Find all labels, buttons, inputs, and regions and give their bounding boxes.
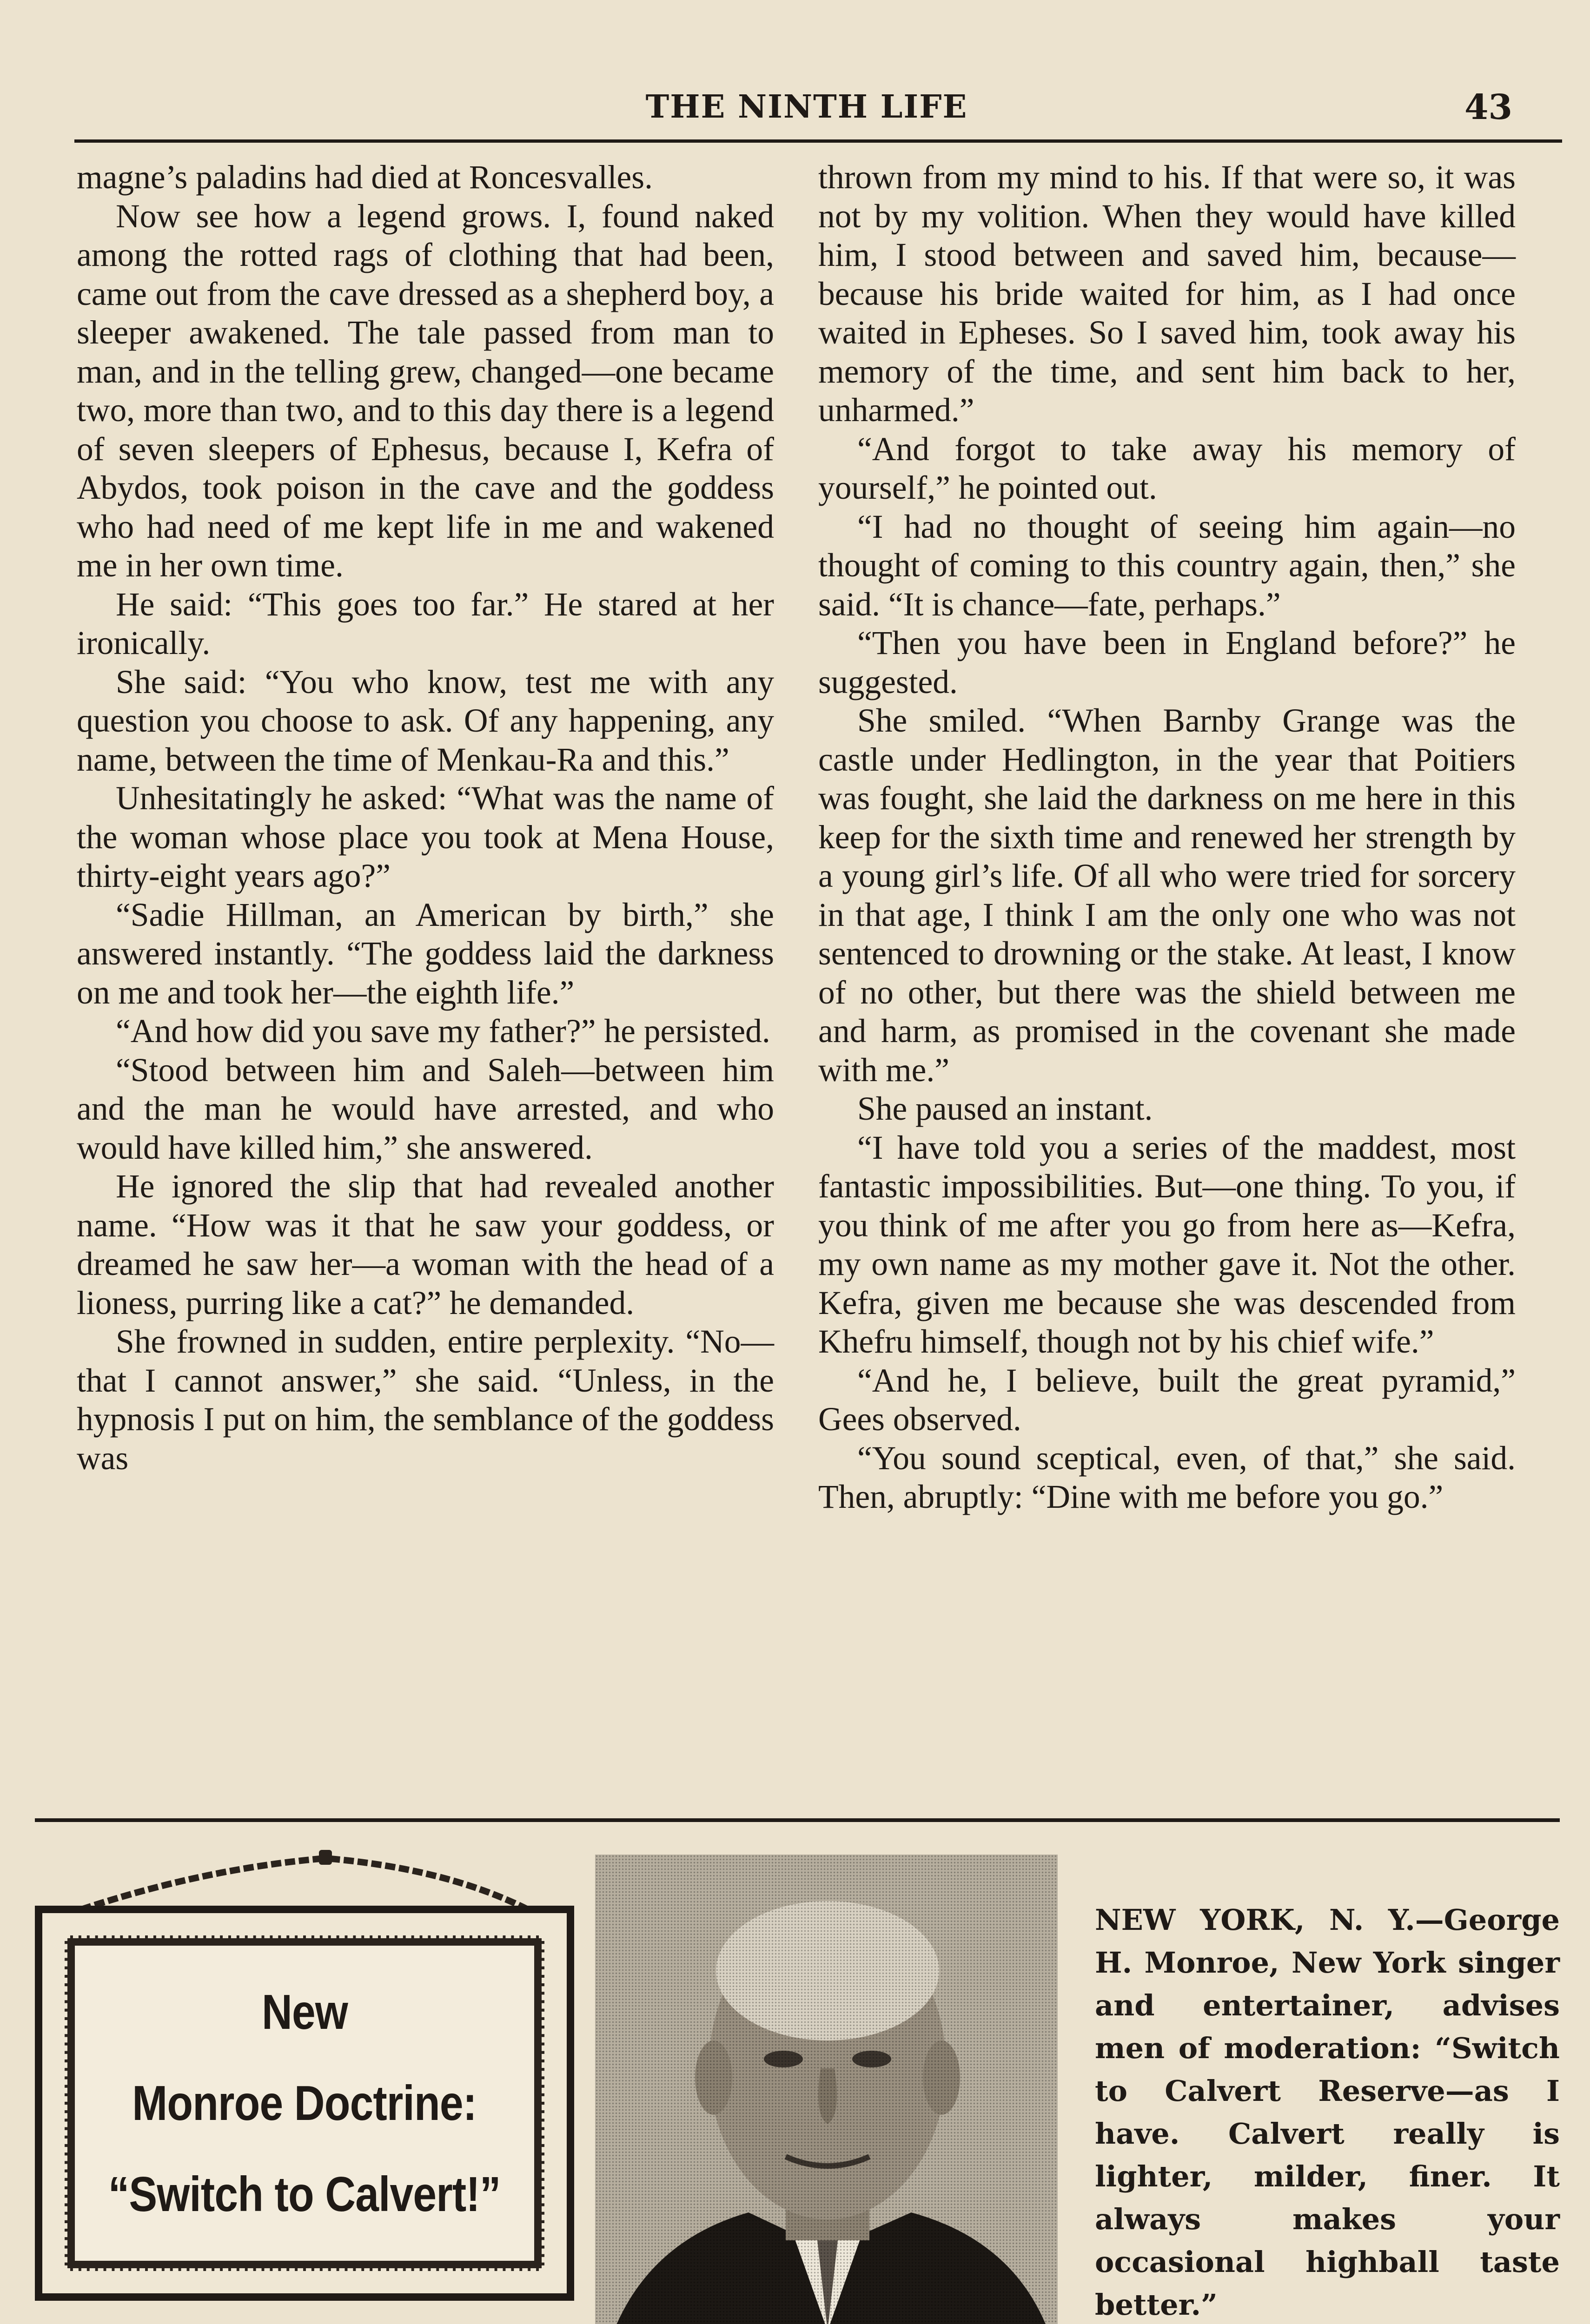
- story-paragraph: “I have told you a series of the maddest, most fantastic impossibilities. But—one thing. To you, if you think of me after you go from here as—Kefra, my own name as my mother gave it. Not the other. Kefra, given me because she was descended from Khefru himself, though not by his chief wife.”: [818, 1129, 1516, 1360]
- ad-sign-line: New: [261, 1985, 348, 2040]
- story-paragraph: He ignored the slip that had revealed another name. “How was it that he saw your goddess, or dreamed he saw her—a woman with the head of a lioness, purring like a cat?” he demanded.: [77, 1168, 774, 1321]
- story-paragraph: “Sadie Hillman, an American by birth,” she answered instantly. “The goddess laid the darkness on me and took her—the eighth life.”: [77, 896, 774, 1011]
- story-paragraph: She paused an instant.: [857, 1090, 1153, 1127]
- story-paragraph: She frowned in sudden, entire perplexity. “No—that I cannot answer,” she said. “Unless, in the hypnosis I put on him, the semblance of the goddess was: [77, 1323, 774, 1477]
- story-paragraph: Now see how a legend grows. I, found naked among the rotted rags of clothing that had been, came out from the cave dressed as a shepherd boy, a sleeper awakened. The tale passed from man to man, and in the telling grew, changed—one became two, more than two, and to this day there is a legend of seven sleepers of Ephesus, because I, Kefra of Abydos, took poison in the cave and the goddess who had need of me kept life in me and wakened me in her own time.: [77, 198, 774, 584]
- ad-sign-line: Monroe Doctrine:: [132, 2076, 477, 2131]
- ad-sign-panel: [65, 1935, 544, 2271]
- ad-sign-frame: [35, 1906, 574, 2301]
- story-paragraph: She said: “You who know, test me with any question you choose to ask. Of any happening, any name, between the time of Menkau-Ra and this.”: [77, 663, 774, 778]
- ad-testimonial: NEW YORK, N. Y.—George H. Monroe, New York singer and entertainer, advises men of moderation: “Switch to Calvert Reserve—as I have. Calvert really is lighter, milder, finer. It always makes your occasional highball taste better.”: [1095, 1903, 1560, 2322]
- story-paragraph: “I had no thought of seeing him again—no thought of coming to this country again, then,” she said. “It is chance—fate, perhaps.”: [818, 508, 1516, 623]
- man-portrait-icon: [595, 1855, 1058, 2324]
- story-paragraph: He said: “This goes too far.” He stared at her ironically.: [77, 586, 774, 661]
- running-title: THE NINTH LIFE: [645, 88, 968, 125]
- story-paragraph: “Stood between him and Saleh—between him and the man he would have arrested, and who would have killed him,” she answered.: [77, 1051, 774, 1166]
- ad-sign-line: “Switch to Calvert!”: [108, 2167, 501, 2222]
- story-paragraph: “And he, I believe, built the great pyramid,” Gees observed.: [818, 1362, 1516, 1438]
- story-paragraph: Unhesitatingly he asked: “What was the name of the woman whose place you took at Mena House, thirty-eight years ago?”: [77, 780, 774, 894]
- story-paragraph: “And how did you save my father?” he persisted.: [116, 1013, 770, 1050]
- story-paragraph: “You sound sceptical, even, of that,” she said. Then, abruptly: “Dine with me before you go.”: [818, 1439, 1516, 1515]
- story-paragraph: magne’s paladins had died at Roncesvalles.: [77, 159, 653, 196]
- story-paragraph: “And forgot to take away his memory of yourself,” he pointed out.: [818, 430, 1516, 506]
- story-paragraph: She smiled. “When Barnby Grange was the castle under Hedlington, in the year that Poitiers was fought, she laid the darkness on me here in this keep for the sixth time and renewed her strength by a young girl’s life. Of all who were tried for sorcery in that age, I think I am the only one who was not sentenced to drowning or the stake. At least, I know of no other, but there was the shield between me and harm, as promised in the covenant she made with me.”: [818, 702, 1516, 1089]
- story-paragraph: thrown from my mind to his. If that were so, it was not by my volition. When they would have killed him, I stood between and saved him, because—because his bride waited for him, as I had once waited in Epheses. So I saved him, took away his memory of the time, and sent him back to her, unharmed.”: [818, 159, 1516, 429]
- page-number: 43: [1464, 87, 1512, 127]
- story-paragraph: “Then you have been in England before?” he suggested.: [818, 625, 1516, 700]
- ad-portrait-photo: [595, 1855, 1058, 2324]
